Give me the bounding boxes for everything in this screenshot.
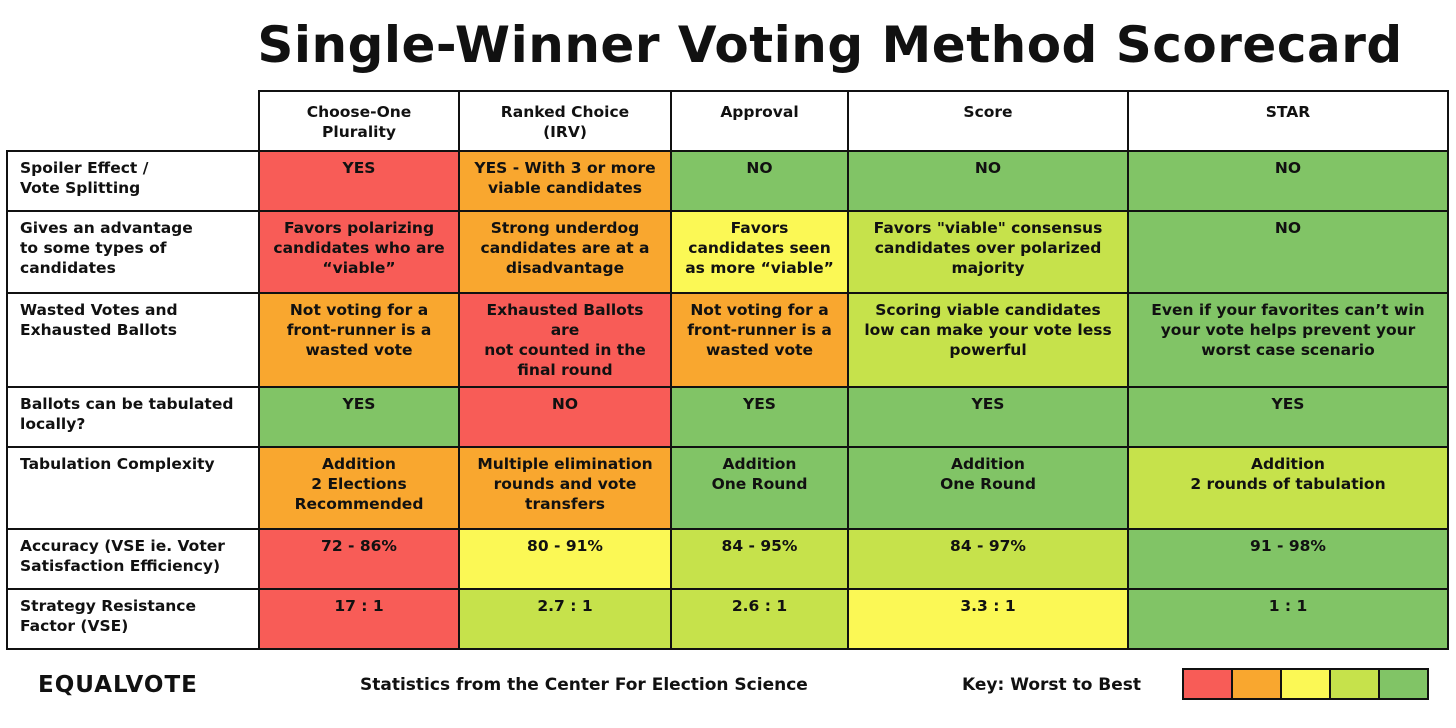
text-line: One Round (711, 475, 808, 493)
table-row (7, 529, 1448, 589)
text-line: front-runner is a (687, 321, 832, 339)
text-line: front-runner is a (286, 321, 432, 339)
score-cell-choose-one-plurality (259, 151, 459, 211)
text-line: Favors polarizing (283, 219, 435, 237)
score-cell-choose-one-plurality (259, 387, 459, 447)
score-cell-score (848, 387, 1128, 447)
text-line: candidates over polarized (874, 239, 1102, 257)
text-line: 2 rounds of tabulation (1190, 475, 1386, 493)
text-line: YES (743, 395, 776, 413)
scorecard-table (6, 90, 1449, 650)
text-line: Recommended (294, 495, 424, 513)
corner-cell (7, 91, 259, 151)
text-line: Vote Splitting (20, 179, 141, 197)
text-line: Factor (VSE) (20, 617, 129, 635)
score-cell-approval (671, 589, 848, 649)
table-row (7, 293, 1448, 387)
text-line: candidates (20, 259, 116, 277)
text-line: your vote helps prevent your (1160, 321, 1416, 339)
key-swatch-yellow (1280, 670, 1329, 698)
column-header-ranked-choice-irv (459, 91, 671, 151)
text-line: locally? (20, 415, 86, 433)
text-line: Not voting for a (690, 301, 829, 319)
text-line: 17 : 1 (334, 597, 384, 615)
text-line: Exhausted Ballots (20, 321, 177, 339)
score-cell-star (1128, 293, 1448, 387)
score-cell-score (848, 151, 1128, 211)
row-label-strategy-resistance-factor-vse (7, 589, 259, 649)
text-line: candidates who are (273, 239, 445, 257)
text-line: YES (342, 159, 376, 177)
text-line: 72 - 86% (321, 537, 397, 555)
score-cell-star (1128, 211, 1448, 293)
text-line: NO (1274, 219, 1302, 237)
score-cell-approval (671, 447, 848, 529)
table-row (7, 211, 1448, 293)
text-line: (IRV) (543, 123, 587, 141)
text-line: Addition (1251, 455, 1325, 473)
page-title: Single-Winner Voting Method Scorecard (257, 16, 1403, 74)
text-line: 2.6 : 1 (731, 597, 788, 615)
text-line: Exhausted Ballots are (486, 301, 644, 339)
key-swatch-green (1378, 670, 1427, 698)
text-line: Ballots can be tabulated (20, 395, 234, 413)
key-swatch-orange (1231, 670, 1280, 698)
text-line: disadvantage (505, 259, 625, 277)
score-cell-score (848, 211, 1128, 293)
text-line: Spoiler Effect / (20, 159, 149, 177)
text-line: NO (746, 159, 773, 177)
text-line: “viable” (322, 259, 396, 277)
text-line: One Round (940, 475, 1036, 493)
text-line: Wasted Votes and (20, 301, 178, 319)
text-line: powerful (949, 341, 1027, 359)
score-cell-star (1128, 447, 1448, 529)
text-line: Approval (720, 103, 799, 121)
text-line: Score (963, 103, 1013, 121)
score-cell-choose-one-plurality (259, 211, 459, 293)
text-line: YES (1271, 395, 1305, 413)
text-line: Favors "viable" consensus (873, 219, 1103, 237)
score-cell-approval (671, 151, 848, 211)
key-swatch-lime (1329, 670, 1378, 698)
text-line: Ranked Choice (500, 103, 630, 121)
text-line: YES (971, 395, 1005, 413)
score-cell-score (848, 589, 1128, 649)
text-line: NO (974, 159, 1002, 177)
text-line: not counted in the (484, 341, 646, 359)
source-note: Statistics from the Center For Election Science (360, 675, 808, 695)
text-line: Favors (730, 219, 789, 237)
text-line: wasted vote (305, 341, 413, 359)
text-line: Not voting for a (289, 301, 429, 319)
text-line: Gives an advantage (20, 219, 193, 237)
text-line: 84 - 95% (721, 537, 798, 555)
row-label-ballots-can-be-tabulated-locally (7, 387, 259, 447)
equalvote-logo: EQUALVOTE (38, 672, 198, 698)
score-cell-ranked-choice-irv (459, 293, 671, 387)
text-line: YES (342, 395, 376, 413)
text-line: Satisfaction Efficiency) (20, 557, 221, 575)
key-label: Key: Worst to Best (962, 675, 1142, 695)
score-cell-star (1128, 387, 1448, 447)
score-cell-ranked-choice-irv (459, 387, 671, 447)
row-label-tabulation-complexity (7, 447, 259, 529)
table-row (7, 387, 1448, 447)
text-line: viable candidates (488, 179, 642, 197)
score-cell-choose-one-plurality (259, 529, 459, 589)
text-line: 91 - 98% (1250, 537, 1326, 555)
text-line: majority (951, 259, 1025, 277)
text-line: Tabulation Complexity (20, 455, 215, 473)
score-cell-ranked-choice-irv (459, 529, 671, 589)
table-body (7, 151, 1448, 649)
text-line: 84 - 97% (950, 537, 1026, 555)
table-row (7, 447, 1448, 529)
text-line: Even if your favorites can’t win (1151, 301, 1425, 319)
text-line: wasted vote (705, 341, 814, 359)
text-line: STAR (1265, 103, 1311, 121)
table-row (7, 589, 1448, 649)
text-line: worst case scenario (1201, 341, 1375, 359)
score-cell-star (1128, 529, 1448, 589)
column-header-star (1128, 91, 1448, 151)
text-line: NO (551, 395, 579, 413)
text-line: Choose-One (306, 103, 412, 121)
text-line: Strategy Resistance (20, 597, 197, 615)
score-cell-star (1128, 589, 1448, 649)
table-row (7, 151, 1448, 211)
row-label-gives-an-advantage-to-some-types-of-candidates (7, 211, 259, 293)
text-line: candidates seen (688, 239, 831, 257)
score-cell-choose-one-plurality (259, 589, 459, 649)
score-cell-choose-one-plurality (259, 293, 459, 387)
text-line: 80 - 91% (527, 537, 603, 555)
text-line: Addition (722, 455, 797, 473)
row-label-wasted-votes-and-exhausted-ballots (7, 293, 259, 387)
row-label-accuracy-vse-ie-voter-satisfaction-efficiency (7, 529, 259, 589)
score-cell-ranked-choice-irv (459, 151, 671, 211)
score-cell-ranked-choice-irv (459, 211, 671, 293)
text-line: NO (1274, 159, 1302, 177)
score-cell-star (1128, 151, 1448, 211)
text-line: Scoring viable candidates (875, 301, 1101, 319)
text-line: rounds and vote (493, 475, 637, 493)
score-cell-choose-one-plurality (259, 447, 459, 529)
text-line: Strong underdog (490, 219, 640, 237)
text-line: transfers (525, 495, 605, 513)
column-header-approval (671, 91, 848, 151)
text-line: Accuracy (VSE ie. Voter (20, 537, 225, 555)
text-line: 3.3 : 1 (960, 597, 1016, 615)
text-line: Plurality (322, 123, 396, 141)
score-cell-approval (671, 211, 848, 293)
header-row (7, 91, 1448, 151)
text-line: 2 Elections (311, 475, 407, 493)
text-line: candidates are at a (480, 239, 650, 257)
text-line: as more “viable” (685, 259, 834, 277)
score-cell-approval (671, 293, 848, 387)
text-line: Addition (322, 455, 396, 473)
text-line: Multiple elimination (477, 455, 653, 473)
row-label-spoiler-effect-vote-splitting (7, 151, 259, 211)
text-line: 1 : 1 (1268, 597, 1308, 615)
text-line: to some types of (20, 239, 167, 257)
score-cell-approval (671, 387, 848, 447)
text-line: YES - With 3 or more (474, 159, 656, 177)
text-line: Addition (951, 455, 1025, 473)
score-cell-score (848, 447, 1128, 529)
score-cell-approval (671, 529, 848, 589)
text-line: low can make your vote less (864, 321, 1112, 339)
score-cell-ranked-choice-irv (459, 589, 671, 649)
score-cell-score (848, 293, 1128, 387)
column-header-score (848, 91, 1128, 151)
key-swatch-red (1184, 670, 1231, 698)
score-cell-score (848, 529, 1128, 589)
key-swatches (1182, 668, 1429, 700)
text-line: 2.7 : 1 (537, 597, 593, 615)
text-line: final round (517, 361, 613, 379)
score-cell-ranked-choice-irv (459, 447, 671, 529)
column-header-choose-one-plurality (259, 91, 459, 151)
